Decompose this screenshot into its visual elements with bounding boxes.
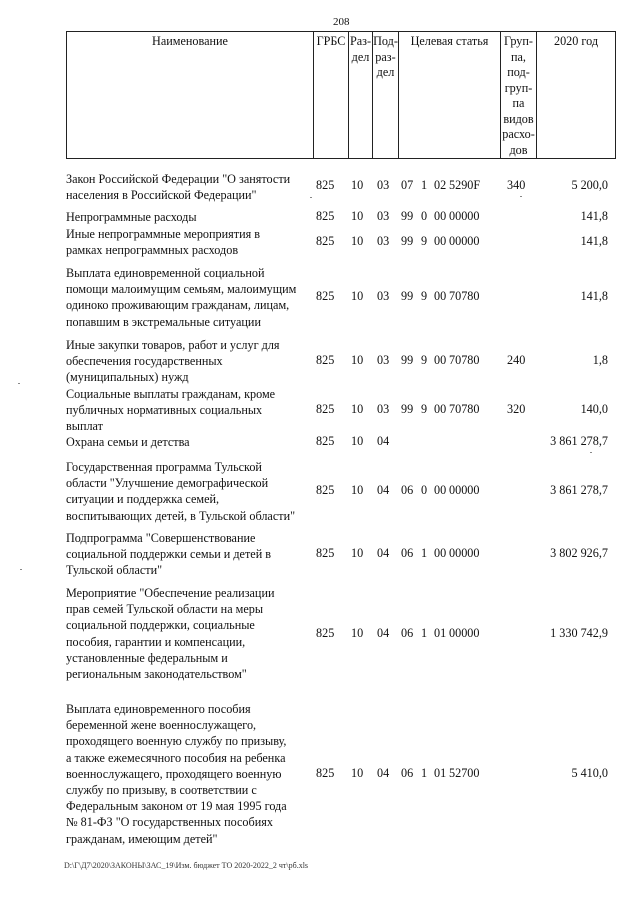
cell-target-3: 00	[434, 353, 447, 367]
cell-target-3: 00	[434, 209, 447, 223]
table-row	[0, 402, 640, 418]
cell-target-3: 00	[434, 234, 447, 248]
header-target-article: Целевая статья	[399, 32, 501, 158]
cell-group: 340	[507, 178, 526, 192]
row-name: Государственная программа Тульской области "Улучшение демографической ситуации и поддержка семей, воспитывающих детей, в Тульской области"	[66, 460, 296, 523]
row-name: Подпрограмма "Совершенствование социальной поддержки семьи и детей в Тульской области"	[66, 531, 272, 578]
cell-target-1: 99	[401, 353, 414, 367]
cell-target-3: 01	[434, 766, 447, 780]
cell-target-2: 1	[421, 178, 428, 192]
cell-razdel: 10	[351, 289, 364, 303]
cell-grbs: 825	[316, 483, 335, 497]
row-name: Выплата единовременной социальной помощи малоимущим семьям, малоимущим одиноко проживающим гражданам, лицам, попавшим в экстремальные ситуации	[66, 266, 297, 329]
scan-speck	[20, 569, 22, 570]
cell-target-1: 07	[401, 178, 414, 192]
table-row	[0, 434, 640, 450]
header-group: Груп- па, под- груп- па видов расхо- дов	[501, 32, 537, 158]
header-podrazdel: Под- раз- дел	[373, 32, 399, 158]
cell-target-3: 00	[434, 546, 447, 560]
cell-target-4: 00000	[449, 234, 480, 248]
file-path-footer: D:\Г\Д7\2020\ЗАКОНЫ\ЗАС_19\Изм. бюджет ТО 2020-2022_2 чт\рб.xls	[64, 861, 309, 870]
cell-target-1: 99	[401, 402, 414, 416]
cell-razdel: 10	[351, 546, 364, 560]
cell-target-4: 00000	[449, 209, 480, 223]
cell-target-4: 00000	[449, 483, 480, 497]
header-year: 2020 год	[553, 34, 599, 48]
cell-target-3: 00	[434, 289, 447, 303]
cell-target-4: 70780	[449, 289, 480, 303]
cell-sum: 141,8	[580, 234, 608, 248]
cell-target-3: 01	[434, 626, 447, 640]
cell-target-4: 00000	[449, 626, 480, 640]
table-row	[0, 626, 640, 642]
cell-target-1: 06	[401, 483, 414, 497]
cell-razdel: 10	[351, 626, 364, 640]
scan-speck	[590, 452, 592, 453]
cell-grbs: 825	[316, 626, 335, 640]
cell-target-2: 1	[421, 626, 428, 640]
page-number: 208	[333, 16, 350, 28]
cell-target-4: 52700	[449, 766, 480, 780]
cell-group: 240	[507, 353, 526, 367]
cell-razdel: 10	[351, 402, 364, 416]
cell-target-1: 99	[401, 234, 414, 248]
cell-podrazdel: 03	[377, 402, 390, 416]
table-row	[0, 353, 640, 369]
cell-podrazdel: 03	[377, 234, 390, 248]
cell-target-2: 9	[421, 289, 428, 303]
cell-razdel: 10	[351, 353, 364, 367]
cell-target-2: 0	[421, 483, 428, 497]
row-name: Непрограммные расходы	[66, 210, 197, 224]
cell-target-2: 0	[421, 209, 428, 223]
scan-speck	[520, 196, 522, 197]
cell-grbs: 825	[316, 353, 335, 367]
cell-sum: 141,8	[580, 209, 608, 223]
cell-target-4: 5290F	[449, 178, 481, 192]
cell-sum: 1 330 742,9	[550, 626, 608, 640]
row-name: Охрана семьи и детства	[66, 435, 190, 449]
cell-sum: 141,8	[580, 289, 608, 303]
table-row	[0, 546, 640, 562]
cell-podrazdel: 04	[377, 626, 390, 640]
table-row	[0, 209, 640, 225]
table-row	[0, 289, 640, 305]
table-row	[0, 234, 640, 250]
cell-sum: 1,8	[592, 353, 608, 367]
cell-sum: 140,0	[580, 402, 608, 416]
row-name: Закон Российской Федерации "О занятости населения в Российской Федерации"	[66, 172, 291, 203]
cell-grbs: 825	[316, 402, 335, 416]
cell-razdel: 10	[351, 234, 364, 248]
table-row	[0, 766, 640, 782]
cell-target-3: 02	[434, 178, 447, 192]
cell-razdel: 10	[351, 483, 364, 497]
cell-target-2: 1	[421, 766, 428, 780]
cell-target-1: 99	[401, 209, 414, 223]
cell-target-1: 06	[401, 626, 414, 640]
cell-target-3: 00	[434, 483, 447, 497]
scan-speck	[18, 383, 20, 384]
row-name: Мероприятие "Обеспечение реализации прав семей Тульской области на меры социальной поддержки, социальные пособия, гарантии и компенсации, установленные федеральным и региональным законодательством"	[66, 586, 275, 682]
cell-sum: 5 410,0	[571, 766, 608, 780]
cell-podrazdel: 04	[377, 434, 390, 448]
header-razdel: Раз- дел	[349, 32, 373, 158]
cell-target-1: 99	[401, 289, 414, 303]
cell-target-4: 70780	[449, 353, 480, 367]
row-name: Иные непрограммные мероприятия в рамках непрограммных расходов	[66, 227, 261, 258]
cell-target-4: 00000	[449, 546, 480, 560]
cell-target-2: 1	[421, 546, 428, 560]
table-row	[0, 178, 640, 194]
cell-target-2: 9	[421, 353, 428, 367]
cell-razdel: 10	[351, 766, 364, 780]
cell-target-4: 70780	[449, 402, 480, 416]
cell-podrazdel: 04	[377, 766, 390, 780]
cell-sum: 5 200,0	[571, 178, 608, 192]
cell-razdel: 10	[351, 209, 364, 223]
cell-target-1: 06	[401, 766, 414, 780]
cell-sum: 3 802 926,7	[550, 546, 608, 560]
cell-podrazdel: 03	[377, 289, 390, 303]
cell-razdel: 10	[351, 178, 364, 192]
cell-podrazdel: 04	[377, 483, 390, 497]
cell-grbs: 825	[316, 178, 335, 192]
header-name: Наименование	[67, 32, 314, 158]
cell-razdel: 10	[351, 434, 364, 448]
cell-target-1: 06	[401, 546, 414, 560]
table-header	[66, 31, 616, 159]
cell-target-3: 00	[434, 402, 447, 416]
cell-grbs: 825	[316, 434, 335, 448]
cell-grbs: 825	[316, 289, 335, 303]
cell-target-2: 9	[421, 402, 428, 416]
header-grbs: ГРБС	[314, 32, 349, 158]
cell-sum: 3 861 278,7	[550, 483, 608, 497]
cell-grbs: 825	[316, 234, 335, 248]
cell-target-2: 9	[421, 234, 428, 248]
cell-podrazdel: 03	[377, 209, 390, 223]
row-name: Выплата единовременного пособия беременной жене военнослужащего, проходящего военную службу по призыву, а также ежемесячного пособия на ребенка военнослужащего, проходящего военную службу по призыву, в соответствии с Федеральным законом от 19 мая 1995 года № 81-ФЗ "О государственных пособиях гражданам, имеющим детей"	[66, 702, 287, 846]
cell-podrazdel: 03	[377, 353, 390, 367]
table-row	[0, 483, 640, 499]
cell-grbs: 825	[316, 546, 335, 560]
cell-grbs: 825	[316, 766, 335, 780]
cell-grbs: 825	[316, 209, 335, 223]
scan-speck	[310, 197, 312, 198]
row-name: Иные закупки товаров, работ и услуг для обеспечения государственных (муниципальных) нужд	[66, 338, 280, 385]
cell-group: 320	[507, 402, 526, 416]
cell-sum: 3 861 278,7	[550, 434, 608, 448]
row-name: Социальные выплаты гражданам, кроме публичных нормативных социальных выплат	[66, 387, 276, 434]
cell-podrazdel: 03	[377, 178, 390, 192]
cell-podrazdel: 04	[377, 546, 390, 560]
